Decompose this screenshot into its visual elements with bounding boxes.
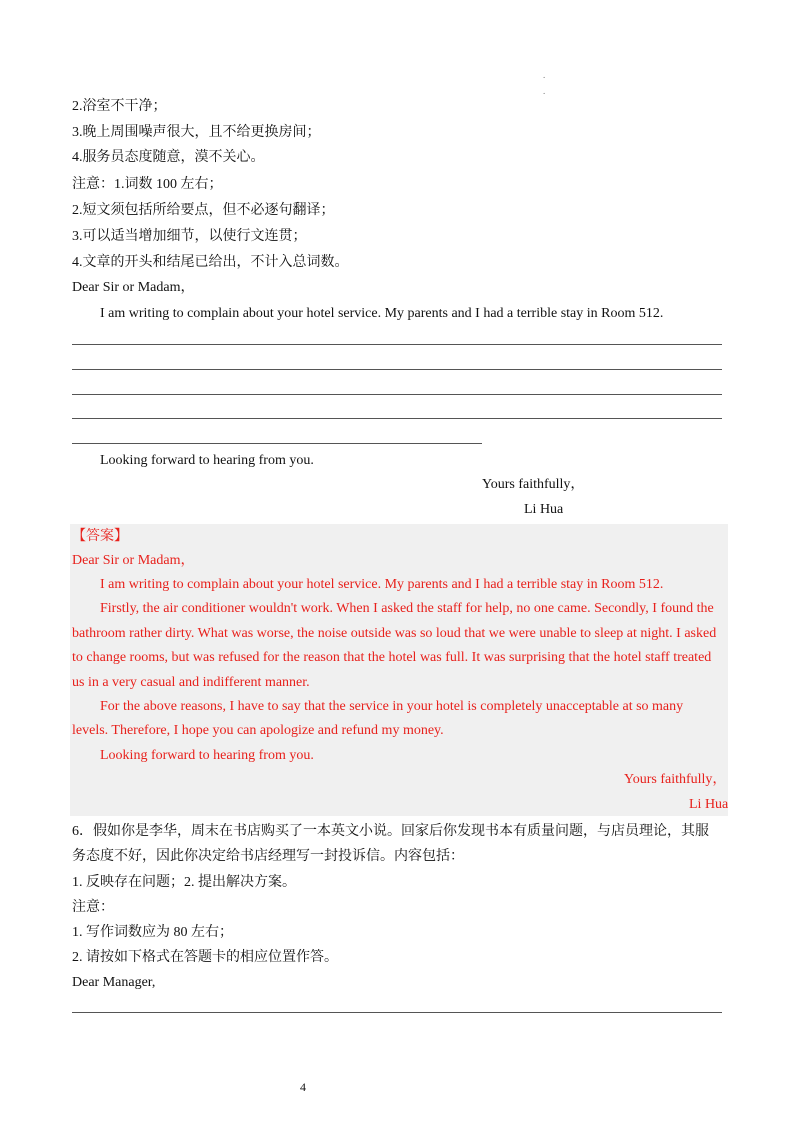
question-6-note: 2. 请按如下格式在答题卡的相应位置作答。	[72, 950, 338, 965]
answer-line: to change rooms, but was refused for the reason that the hotel was full. It was surprising that the hotel staff treated	[72, 650, 712, 665]
letter-signoff: Yours faithfully，	[482, 477, 585, 492]
answer-line: Looking forward to hearing from you.	[100, 748, 314, 763]
notes-label: 注意：1.词数 100 左右；	[72, 177, 223, 192]
requirement-item: 3.晚上周围噪声很大，且不给更换房间；	[72, 125, 321, 140]
question-6-note: 1. 写作词数应为 80 左右；	[72, 925, 233, 940]
answer-salutation: Dear Sir or Madam，	[72, 553, 195, 568]
letter-opening: I am writing to complain about your hotel service. My parents and I had a terrible stay in Room 512.	[100, 306, 664, 321]
answer-line: levels. Therefore, I hope you can apologize and refund my money.	[72, 723, 444, 738]
page-number: 4	[300, 1080, 306, 1094]
writing-line	[72, 394, 722, 395]
question-6-salutation: Dear Manager,	[72, 975, 156, 990]
requirement-item: 4.服务员态度随意，漠不关心。	[72, 150, 265, 165]
note-item: 4.文章的开头和结尾已给出，不计入总词数。	[72, 255, 349, 270]
scan-mark: .	[543, 70, 546, 80]
letter-closing: Looking forward to hearing from you.	[100, 453, 314, 468]
answer-line: bathroom rather dirty. What was worse, the noise outside was so loud that we were unable to sleep at night. I asked	[72, 626, 717, 641]
answer-signoff: Yours faithfully，	[624, 772, 727, 787]
writing-line	[72, 443, 482, 444]
answer-line: Firstly, the air conditioner wouldn't work. When I asked the staff for help, no one came. Secondly, I found the	[100, 601, 714, 616]
writing-line	[72, 344, 722, 345]
letter-name: Li Hua	[524, 502, 564, 517]
answer-line: I am writing to complain about your hotel service. My parents and I had a terrible stay in Room 512.	[100, 577, 664, 592]
answer-name: Li Hua	[689, 797, 729, 812]
writing-line	[72, 1012, 722, 1013]
note-item: 3.可以适当增加细节，以使行文连贯；	[72, 229, 307, 244]
requirement-item: 2.浴室不干净；	[72, 99, 167, 114]
question-6-line: 6．假如你是李华，周末在书店购买了一本英文小说。回家后你发现书本有质量问题，与店员理论，其服	[72, 824, 709, 839]
letter-salutation: Dear Sir or Madam，	[72, 280, 195, 295]
writing-line	[72, 418, 722, 419]
note-item: 2.短文须包括所给要点，但不必逐句翻译；	[72, 203, 335, 218]
answer-tag: 【答案】	[72, 529, 128, 544]
answer-line: us in a very casual and indifferent manner.	[72, 675, 310, 690]
question-6-notes-label: 注意：	[72, 900, 114, 915]
question-6-content: 1. 反映存在问题；2. 提出解决方案。	[72, 875, 296, 890]
scan-mark: .	[543, 86, 546, 96]
answer-line: For the above reasons, I have to say that the service in your hotel is completely unacceptable at so many	[100, 699, 684, 714]
writing-line	[72, 369, 722, 370]
question-6-line: 务态度不好，因此你决定给书店经理写一封投诉信。内容包括：	[72, 849, 464, 864]
